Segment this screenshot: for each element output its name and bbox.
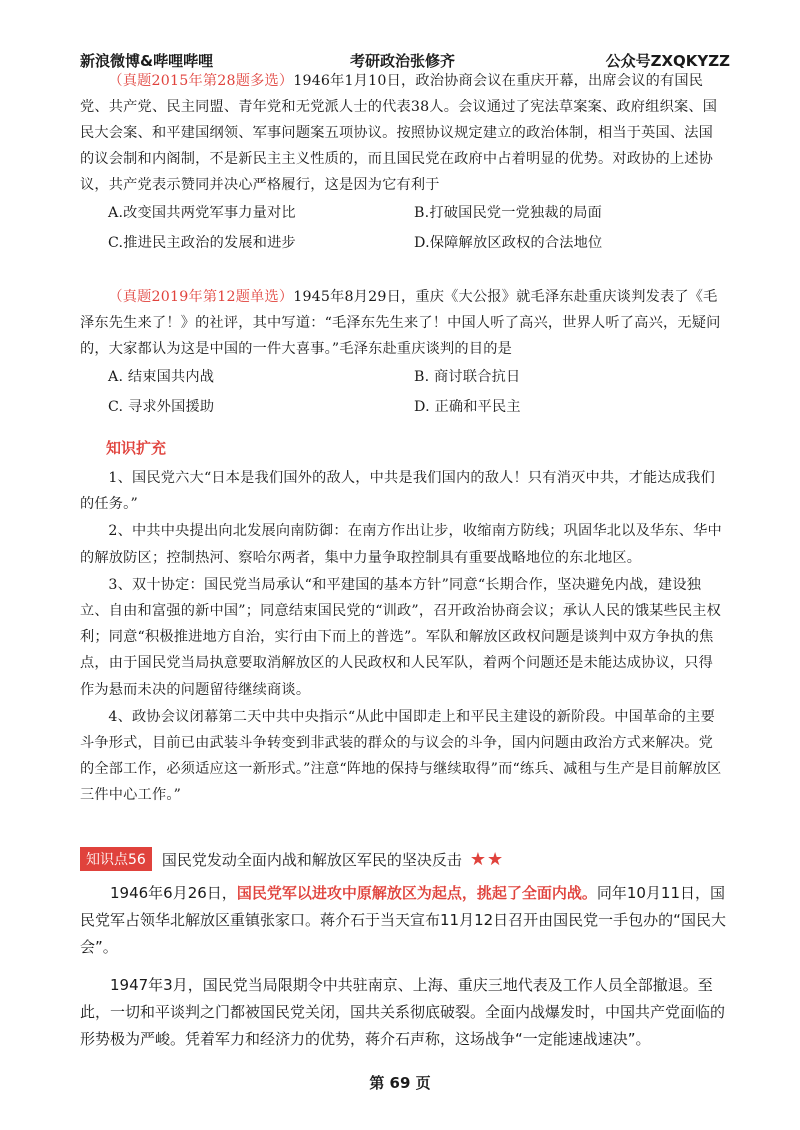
extension-item: 1、国民党六大“日本是我们国外的敌人，中共是我们国内的敌人！只有消灭中共，才能达成我们的任务。”: [80, 470, 715, 513]
question-1: [80, 68, 726, 258]
paragraph-1-start: 1946年6月26日，: [110, 884, 237, 902]
question-2-stem: [80, 284, 726, 362]
extension-list: [80, 465, 726, 810]
extension-item: 4、政协会议闭幕第二天中共中央指示“从此中国即走上和平民主建设的新阶段。中国革命的主要斗争形式，目前已由武装斗争转变到非武装的群众的与议会的斗争，国内问题由政治方式来解决。党的全部工作，必须适应这一新形式。”注意“阵地的保持与继续取得”而“练兵、减租与生产是目前解放区三件中心工作。”: [80, 708, 722, 804]
q1-option-b: B.打破国民党一党独裁的局面: [414, 205, 602, 221]
q2-option-d: D. 正确和平民主: [414, 399, 521, 415]
question-1-stem: [80, 68, 726, 198]
paragraph-1-highlight: 国民党军以进攻中原解放区为起点，挑起了全面内战。: [236, 884, 597, 902]
q1-option-a: A.改变国共两党军事力量对比: [108, 205, 296, 221]
question-2-tag: （真题2019年第12题单选）: [108, 289, 294, 305]
paragraph-1-end: 同年10月11日，国民党军占领华北解放区重镇张家口。蒋介石于当天宣布11月12日召开由国民党一手包办的“国民大会”。: [80, 884, 726, 956]
extension-item: 3、双十协定：国民党当局承认“和平建国的基本方针”同意“长期合作，坚决避免内战，建设独立、自由和富强的新中国”；同意结束国民党的“训政”，召开政治协商会议；承认人民的饿某些民主权利；同意“积极推进地方自治，实行由下而上的普选”。军队和解放区政权问题是谈判中双方争执的焦点，由于国民党当局执意要取消解放区的人民政权和人民军队，着两个问题还是未能达成协议，只得作为悬而未决的问题留待继续商谈。: [80, 576, 722, 698]
header-center: 考研政治张修齐: [350, 52, 456, 70]
header-right: 公众号ZXQKYZZ: [605, 52, 730, 70]
question-2-options: [80, 362, 726, 422]
question-1-options: [80, 198, 726, 258]
question-2-text: 1945年8月29日，重庆《大公报》就毛泽东赴重庆谈判发表了《毛泽东先生来了！》的社评，其中写道：“毛泽东先生来了！中国人听了高兴，世界人听了高兴，无疑问的，大家都认为这是中国的一件大喜事。”毛泽东赴重庆谈判的目的是: [80, 289, 721, 357]
question-2: [80, 284, 726, 422]
knowledge-point-heading: [80, 846, 504, 872]
q1-option-d: D.保障解放区政权的合法地位: [414, 235, 603, 251]
paragraph-1: [80, 880, 726, 961]
q2-option-a: A. 结束国共内战: [108, 369, 215, 385]
star-rating-icon: ★★: [469, 848, 505, 870]
q2-option-c: C. 寻求外国援助: [108, 399, 215, 415]
page-number: 第 69 页: [369, 1074, 431, 1092]
paragraph-2: [80, 972, 726, 1053]
extension-item: 2、中共中央提出向北发展向南防御：在南方作出让步，收缩南方防线；巩固华北以及华东、华中的解放防区；控制热河、察哈尔两者，集中力量争取控制具有重要战略地位的东北地区。: [80, 523, 722, 566]
paragraph-2-text: 1947年3月，国民党当局限期令中共驻南京、上海、重庆三地代表及工作人员全部撤退。至此，一切和平谈判之门都被国民党关闭，国共关系彻底破裂。全面内战爆发时，中国共产党面临的形势极为严峻。凭着军力和经济力的优势，蒋介石声称，这场战争“一定能速战速决”。: [80, 976, 726, 1048]
question-1-tag: （真题2015年第28题多选）: [108, 73, 294, 89]
knowledge-point-title: 国民党发动全面内战和解放区军民的坚决反击: [161, 850, 462, 869]
q2-option-b: B. 商讨联合抗日: [414, 369, 521, 385]
extension-title: 知识扩充: [106, 439, 167, 457]
q1-option-c: C.推进民主政治的发展和进步: [108, 235, 296, 251]
header-left: 新浪微博&哔哩哔哩: [80, 52, 214, 70]
question-1-text: 1946年1月10日，政治协商会议在重庆开幕，出席会议的有国民党、共产党、民主同盟、青年党和无党派人士的代表38人。会议通过了宪法草案案、政府组织案、国民大会案、和平建国纲领、军事问题案五项协议。按照协议规定建立的政治体制，相当于英国、法国的议会制和内阁制，不是新民主主义性质的，而且国民党在政府中占着明显的优势。对政协的上述协议，共产党表示赞同并决心严格履行，这是因为它有利于: [80, 73, 718, 193]
knowledge-point-badge: 知识点56: [80, 847, 152, 871]
